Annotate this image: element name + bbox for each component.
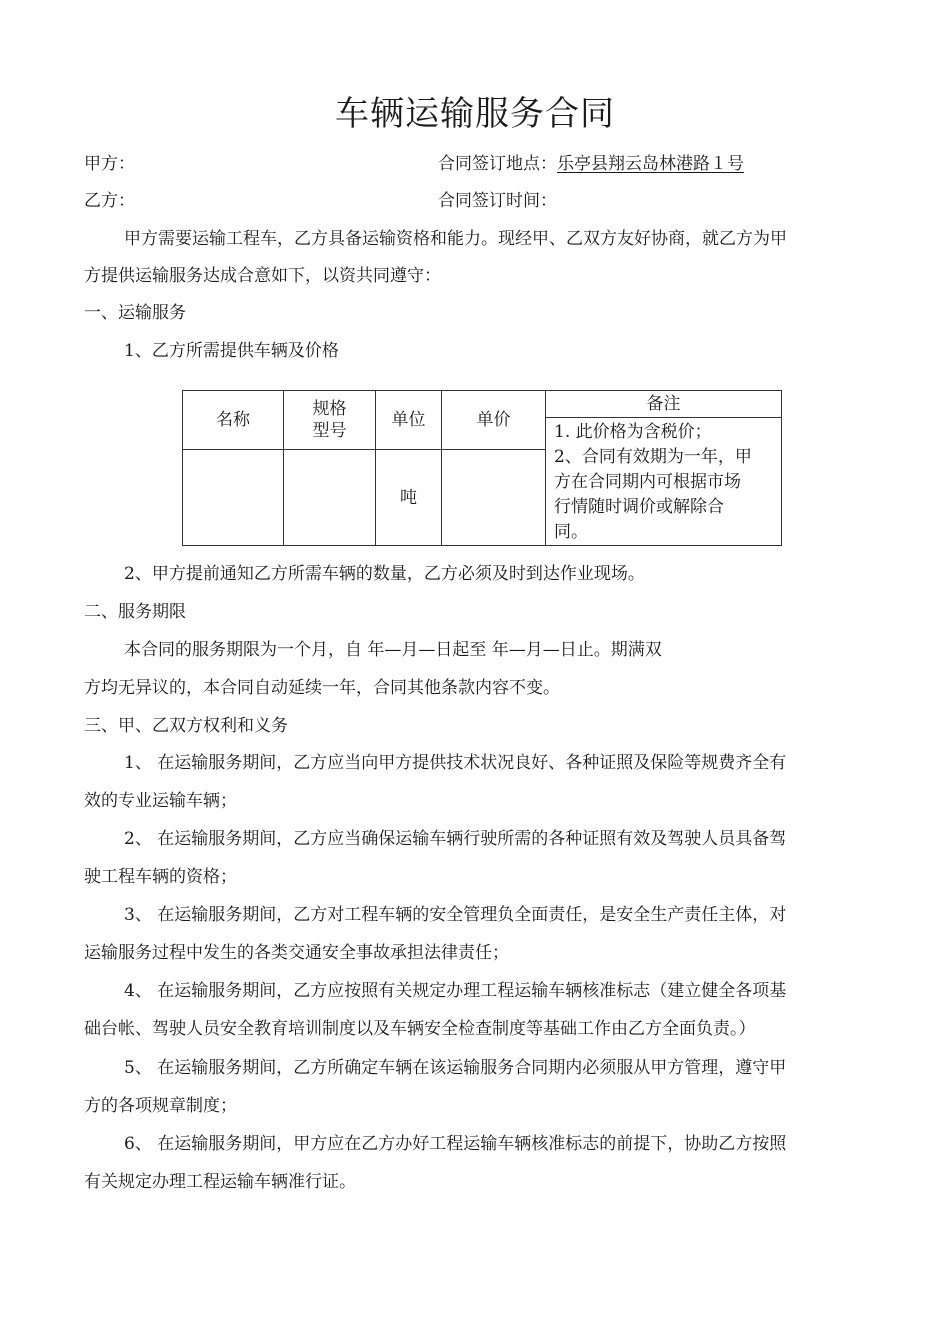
intro-line-1: 甲方需要运输工程车，乙方具备运输资格和能力。现经甲、乙双方友好协商，就乙方为甲 bbox=[124, 229, 787, 249]
remark-line: 行情随时调价或解除合 bbox=[554, 497, 724, 517]
section-1-item-1: 1、乙方所需提供车辆及价格 bbox=[124, 341, 339, 361]
section-3-item-4-cont: 础台帐、驾驶人员安全教育培训制度以及车辆安全检查制度等基础工作由乙方全面负责。） bbox=[84, 1019, 756, 1039]
section-3-item-1: 1、 在运输服务期间，乙方应当向甲方提供技术状况良好、各种证照及保险等规费齐全有 bbox=[124, 753, 787, 773]
table-remarks-cell bbox=[546, 418, 782, 546]
sign-place-value: 乐亭县翔云岛林港路１号 bbox=[557, 154, 744, 174]
remark-line: 同。 bbox=[554, 522, 588, 542]
party-a-label: 甲方： bbox=[84, 154, 135, 174]
table-cell-spec bbox=[284, 450, 376, 546]
table-header-remarks: 备注 bbox=[546, 391, 782, 418]
table-cell-name bbox=[183, 450, 284, 546]
sign-place-label: 合同签订地点： bbox=[438, 154, 557, 174]
section-3-item-3: 3、 在运输服务期间，乙方对工程车辆的安全管理负全面责任，是安全生产责任主体，对 bbox=[124, 905, 787, 925]
table-header-name: 名称 bbox=[183, 391, 284, 450]
section-3-item-1-cont: 效的专业运输车辆； bbox=[84, 791, 237, 811]
section-3-item-5-cont: 方的各项规章制度； bbox=[84, 1096, 237, 1116]
section-3-item-5: 5、 在运输服务期间，乙方所确定车辆在该运输服务合同期内必须服从甲方管理，遵守甲 bbox=[124, 1058, 787, 1078]
section-2-line-2: 方均无异议的，本合同自动延续一年，合同其他条款内容不变。 bbox=[84, 678, 560, 698]
remark-line: 2、合同有效期为一年，甲 bbox=[554, 447, 752, 467]
section-3-item-6: 6、 在运输服务期间，甲方应在乙方办好工程运输车辆核准标志的前提下，协助乙方按照 bbox=[124, 1134, 787, 1154]
intro-line-2: 方提供运输服务达成合意如下，以资共同遵守： bbox=[84, 266, 441, 286]
sign-time-label: 合同签订时间： bbox=[438, 191, 557, 211]
section-3-item-2: 2、 在运输服务期间，乙方应当确保运输车辆行驶所需的各种证照有效及驾驶人员具备驾 bbox=[124, 829, 787, 849]
section-1-item-2: 2、甲方提前通知乙方所需车辆的数量，乙方必须及时到达作业现场。 bbox=[124, 564, 645, 584]
party-b-label: 乙方： bbox=[84, 191, 135, 211]
section-2-heading: 二、服务期限 bbox=[84, 602, 186, 622]
section-3-heading: 三、甲、乙双方权利和义务 bbox=[84, 716, 288, 736]
section-3-item-4: 4、 在运输服务期间，乙方应按照有关规定办理工程运输车辆核准标志（建立健全各项基 bbox=[124, 981, 787, 1001]
table-cell-unit: 吨 bbox=[376, 450, 442, 546]
table-header-spec-model: 规格 型号 bbox=[284, 391, 376, 450]
table-header-unit: 单位 bbox=[376, 391, 442, 450]
sign-place bbox=[438, 153, 744, 175]
section-3-item-3-cont: 运输服务过程中发生的各类交通安全事故承担法律责任； bbox=[84, 943, 509, 963]
section-2-line-1: 本合同的服务期限为一个月，自 年—月—日起至 年—月—日止。期满双 bbox=[124, 640, 662, 660]
table-header-unit-price: 单价 bbox=[442, 391, 546, 450]
section-3-item-2-cont: 驶工程车辆的资格； bbox=[84, 867, 237, 887]
table-cell-price bbox=[442, 450, 546, 546]
remark-line: 方在合同期内可根据市场 bbox=[554, 472, 741, 492]
section-1-heading: 一、运输服务 bbox=[84, 303, 186, 323]
vehicle-price-table bbox=[182, 390, 782, 546]
document-title: 车辆运输服务合同 bbox=[335, 94, 615, 134]
remark-line: 1. 此价格为含税价； bbox=[554, 422, 712, 442]
section-3-item-6-cont: 有关规定办理工程运输车辆准行证。 bbox=[84, 1172, 356, 1192]
